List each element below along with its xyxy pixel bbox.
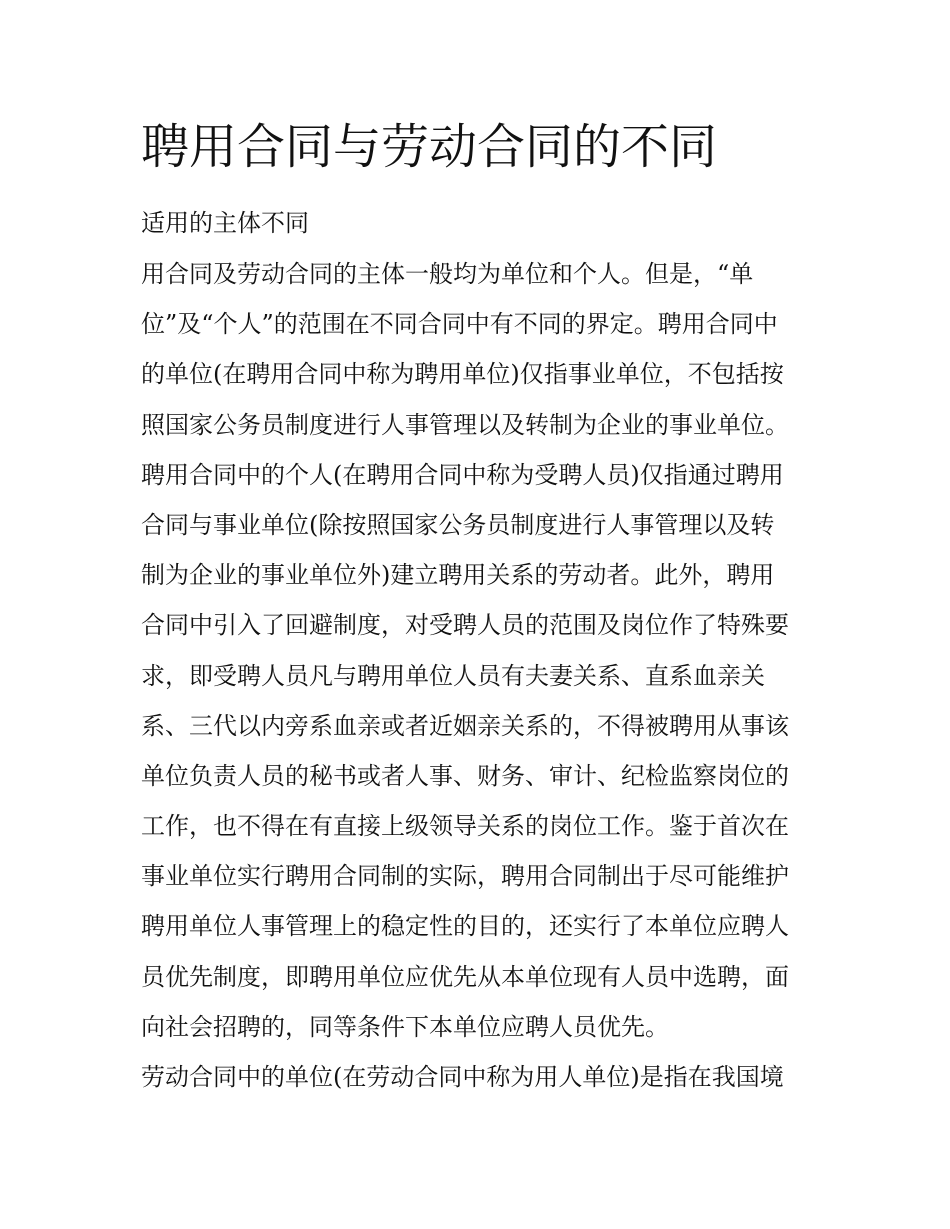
document-title: 聘用合同与劳动合同的不同 [141, 119, 718, 175]
body-line: 合同中引入了回避制度，对受聘人员的范围及岗位作了特殊要 [141, 611, 789, 640]
body-line: 单位负责人员的秘书或者人事、财务、审计、纪检监察岗位的 [141, 761, 789, 790]
body-line: 系、三代以内旁系血亲或者近姻亲关系的，不得被聘用从事该 [141, 711, 789, 740]
body-line: 用合同及劳动合同的主体一般均为单位和个人。但是，“单 [141, 260, 754, 288]
body-text [141, 254, 821, 1107]
body-line: 制为企业的事业单位外)建立聘用关系的劳动者。此外，聘用 [141, 561, 775, 590]
body-line: 合同与事业单位(除按照国家公务员制度进行人事管理以及转 [141, 510, 775, 539]
body-line: 位”及“个人”的范围在不同合同中有不同的界定。聘用合同中 [141, 310, 778, 339]
body-line: 聘用合同中的个人(在聘用合同中称为受聘人员)仅指通过聘用 [141, 460, 784, 489]
body-line: 照国家公务员制度进行人事管理以及转制为企业的事业单位。 [141, 410, 789, 439]
body-line: 向社会招聘的，同等条件下本单位应聘人员优先。 [141, 1012, 669, 1041]
body-line: 事业单位实行聘用合同制的实际，聘用合同制出于尽可能维护 [141, 862, 789, 891]
body-line: 的单位(在聘用合同中称为聘用单位)仅指事业单位，不包括按 [141, 360, 784, 389]
body-line: 求，即受聘人员凡与聘用单位人员有夫妻关系、直系血亲关 [141, 661, 765, 690]
section-heading: 适用的主体不同 [141, 209, 309, 237]
body-line: 工作，也不得在有直接上级领导关系的岗位工作。鉴于首次在 [141, 812, 789, 841]
body-line: 聘用单位人事管理上的稳定性的目的，还实行了本单位应聘人 [141, 912, 789, 941]
body-line: 劳动合同中的单位(在劳动合同中称为用人单位)是指在我国境 [141, 1063, 784, 1091]
body-line: 员优先制度，即聘用单位应优先从本单位现有人员中选聘，面 [141, 962, 789, 991]
